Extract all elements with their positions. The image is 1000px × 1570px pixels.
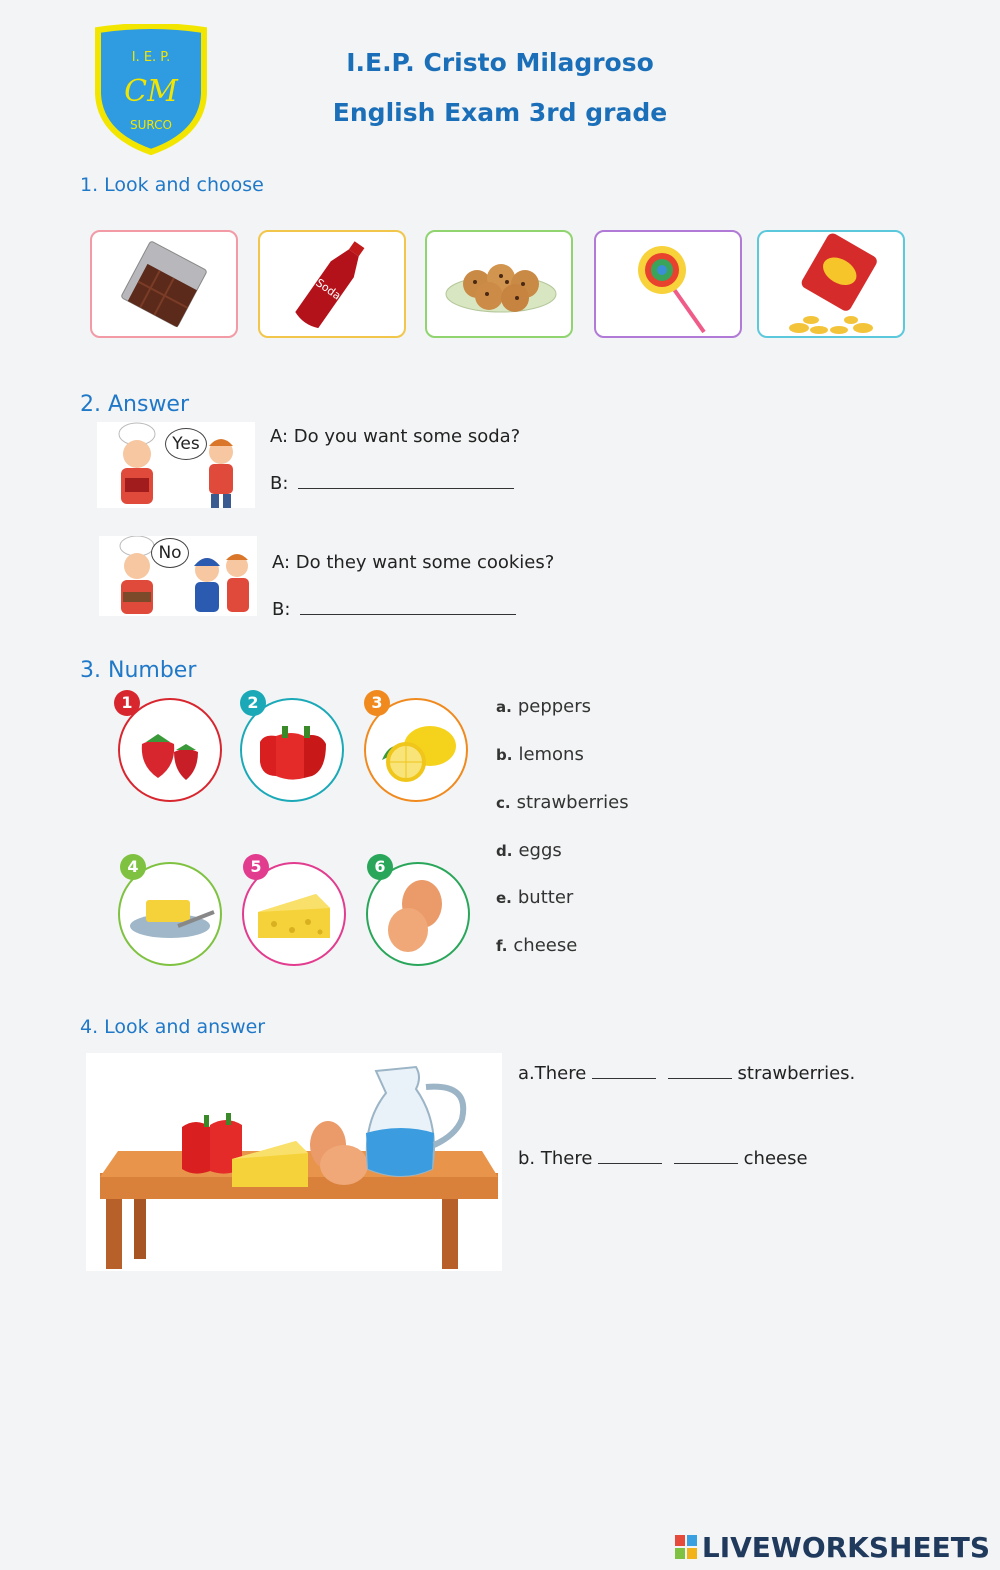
bubble-no-text: No bbox=[158, 543, 182, 563]
strawberries-icon bbox=[120, 700, 220, 800]
answer-row-2 bbox=[272, 594, 516, 620]
sentence-b-start: b. There bbox=[518, 1148, 593, 1169]
number-badge-4: 4 bbox=[120, 854, 146, 880]
sentence-a-blank-1[interactable] bbox=[592, 1060, 656, 1079]
option-letter: b. bbox=[496, 746, 513, 764]
section2-heading: 2. Answer bbox=[80, 392, 190, 417]
sentence-b bbox=[518, 1145, 808, 1169]
question-2: A: Do they want some cookies? bbox=[272, 552, 555, 573]
option-letter: a. bbox=[496, 698, 512, 716]
sentence-b-blank-1[interactable] bbox=[598, 1145, 662, 1164]
option-e[interactable] bbox=[496, 887, 573, 908]
option-letter: f. bbox=[496, 937, 508, 955]
option-word: eggs bbox=[518, 840, 562, 861]
number-badge-3: 3 bbox=[364, 690, 390, 716]
logo-line1: I. E. P. bbox=[131, 50, 171, 65]
option-letter: c. bbox=[496, 794, 511, 812]
choice-card-5[interactable] bbox=[757, 230, 905, 338]
logo-line2: SURCO bbox=[130, 118, 172, 132]
brand-name: LIVEWORKSHEETS bbox=[701, 1530, 990, 1564]
answer-input-2[interactable] bbox=[300, 594, 516, 615]
school-logo bbox=[92, 24, 210, 156]
soda-bottle-icon bbox=[260, 232, 404, 336]
school-title: I.E.P. Cristo Milagroso bbox=[346, 48, 654, 77]
sentence-a bbox=[518, 1060, 855, 1084]
chocolate-icon bbox=[92, 232, 236, 336]
section4-heading: 4. Look and answer bbox=[80, 1016, 266, 1038]
answer-label-2: B: bbox=[272, 599, 291, 620]
sentence-b-blank-2[interactable] bbox=[674, 1145, 738, 1164]
section3-heading: 3. Number bbox=[80, 658, 197, 683]
option-word: strawberries bbox=[516, 792, 629, 813]
choice-card-3[interactable] bbox=[425, 230, 573, 338]
answer-label-1: B: bbox=[270, 473, 289, 494]
brand-badge-icon bbox=[674, 1534, 698, 1560]
option-word: peppers bbox=[517, 696, 592, 717]
number-badge-6: 6 bbox=[367, 854, 393, 880]
answer-picture-1 bbox=[97, 422, 255, 508]
answer-picture-2 bbox=[99, 536, 257, 616]
question-1: A: Do you want some soda? bbox=[270, 426, 521, 447]
choice-card-4[interactable] bbox=[594, 230, 742, 338]
sentence-a-end: strawberries. bbox=[737, 1063, 856, 1084]
option-word: cheese bbox=[513, 935, 578, 956]
option-d[interactable] bbox=[496, 840, 562, 861]
chips-icon bbox=[759, 232, 903, 336]
option-word: lemons bbox=[518, 744, 584, 765]
logo-monogram: CM bbox=[124, 74, 178, 109]
bubble-yes-text: Yes bbox=[172, 434, 200, 454]
answer-input-1[interactable] bbox=[298, 468, 514, 489]
option-c[interactable] bbox=[496, 792, 629, 813]
soda-label: Soda bbox=[313, 276, 344, 303]
option-b[interactable] bbox=[496, 744, 584, 765]
sentence-a-blank-2[interactable] bbox=[668, 1060, 732, 1079]
option-letter: d. bbox=[496, 842, 513, 860]
sentence-a-start: a.There bbox=[518, 1063, 587, 1084]
cookies-icon bbox=[427, 232, 571, 336]
option-f[interactable] bbox=[496, 935, 577, 956]
speech-bubble-no bbox=[151, 538, 189, 568]
number-badge-5: 5 bbox=[243, 854, 269, 880]
choice-card-1[interactable] bbox=[90, 230, 238, 338]
table-scene-picture bbox=[86, 1053, 502, 1271]
answer-row-1 bbox=[270, 468, 514, 494]
option-letter: e. bbox=[496, 889, 512, 907]
lollipop-icon bbox=[596, 232, 740, 336]
choice-card-2[interactable] bbox=[258, 230, 406, 338]
option-a[interactable] bbox=[496, 696, 591, 717]
option-word: butter bbox=[517, 887, 574, 908]
sentence-b-end: cheese bbox=[743, 1148, 808, 1169]
speech-bubble-yes bbox=[165, 428, 207, 460]
exam-title: English Exam 3rd grade bbox=[332, 98, 668, 127]
section1-heading: 1. Look and choose bbox=[80, 174, 264, 196]
number-badge-2: 2 bbox=[240, 690, 266, 716]
number-badge-1: 1 bbox=[114, 690, 140, 716]
liveworksheets-logo[interactable] bbox=[674, 1530, 990, 1564]
